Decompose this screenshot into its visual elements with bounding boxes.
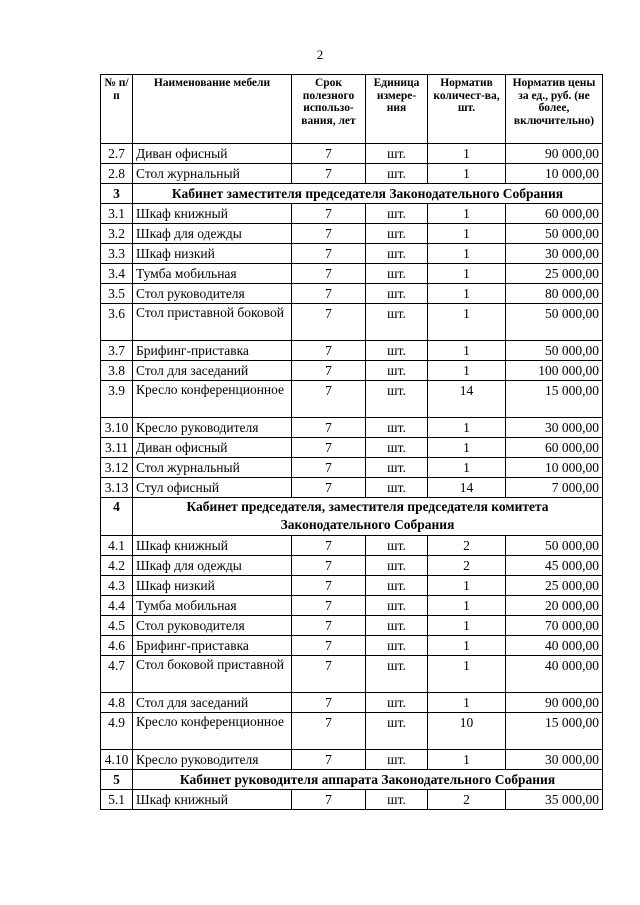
section-row [101,498,603,536]
table-row [101,204,603,224]
unit: шт. [366,341,428,361]
price-norm: 90 000,00 [506,693,603,713]
table-row [101,636,603,656]
header-unit: Единица измере-ния [366,75,428,144]
table-row [101,556,603,576]
unit: шт. [366,144,428,164]
furniture-name: Шкаф низкий [133,244,292,264]
quantity-norm: 14 [428,478,506,498]
quantity-norm: 1 [428,284,506,304]
table-row [101,750,603,770]
furniture-norms-table [100,74,603,810]
useful-life: 7 [292,224,366,244]
price-norm: 70 000,00 [506,616,603,636]
table-row [101,244,603,264]
useful-life: 7 [292,264,366,284]
price-norm: 7 000,00 [506,478,603,498]
row-number: 4.3 [101,576,133,596]
price-norm: 40 000,00 [506,656,603,693]
table-body [101,144,603,810]
useful-life: 7 [292,438,366,458]
unit: шт. [366,576,428,596]
furniture-name: Стол журнальный [133,458,292,478]
table-row [101,656,603,693]
header-price: Норматив цены за ед., руб. (не более, включительно) [506,75,603,144]
table-row [101,438,603,458]
price-norm: 90 000,00 [506,144,603,164]
quantity-norm: 1 [428,750,506,770]
page-number: 2 [316,47,324,62]
unit: шт. [366,284,428,304]
furniture-name: Кресло руководителя [133,750,292,770]
furniture-name: Стол боковой приставной [133,656,292,693]
furniture-name: Шкаф низкий [133,576,292,596]
row-number: 5.1 [101,790,133,810]
section-number: 3 [101,184,133,204]
furniture-name: Кресло конференционное [133,713,292,750]
unit: шт. [366,458,428,478]
unit: шт. [366,164,428,184]
price-norm: 60 000,00 [506,204,603,224]
price-norm: 10 000,00 [506,164,603,184]
quantity-norm: 1 [428,244,506,264]
price-norm: 35 000,00 [506,790,603,810]
row-number: 4.9 [101,713,133,750]
useful-life: 7 [292,478,366,498]
quantity-norm: 1 [428,204,506,224]
row-number: 3.4 [101,264,133,284]
unit: шт. [366,361,428,381]
quantity-norm: 1 [428,636,506,656]
price-norm: 15 000,00 [506,381,603,418]
furniture-name: Стол для заседаний [133,361,292,381]
header-name: Наименование мебели [133,75,292,144]
quantity-norm: 2 [428,790,506,810]
table-row [101,616,603,636]
table-row [101,693,603,713]
useful-life: 7 [292,750,366,770]
row-number: 4.7 [101,656,133,693]
row-number: 4.6 [101,636,133,656]
furniture-name: Шкаф книжный [133,204,292,224]
price-norm: 25 000,00 [506,576,603,596]
furniture-name: Стул офисный [133,478,292,498]
furniture-name: Диван офисный [133,144,292,164]
row-number: 3.11 [101,438,133,458]
table-row [101,458,603,478]
row-number: 4.1 [101,536,133,556]
row-number: 3.8 [101,361,133,381]
price-norm: 30 000,00 [506,750,603,770]
table-row [101,478,603,498]
useful-life: 7 [292,418,366,438]
table-row [101,264,603,284]
useful-life: 7 [292,636,366,656]
unit: шт. [366,750,428,770]
price-norm: 25 000,00 [506,264,603,284]
price-norm: 80 000,00 [506,284,603,304]
useful-life: 7 [292,693,366,713]
unit: шт. [366,636,428,656]
quantity-norm: 1 [428,418,506,438]
row-number: 4.2 [101,556,133,576]
quantity-norm: 10 [428,713,506,750]
table-row [101,164,603,184]
table-row [101,341,603,361]
row-number: 3.3 [101,244,133,264]
useful-life: 7 [292,341,366,361]
price-norm: 60 000,00 [506,438,603,458]
useful-life: 7 [292,656,366,693]
useful-life: 7 [292,713,366,750]
useful-life: 7 [292,556,366,576]
quantity-norm: 1 [428,656,506,693]
row-number: 4.5 [101,616,133,636]
price-norm: 50 000,00 [506,304,603,341]
furniture-name: Кресло конференционное [133,381,292,418]
useful-life: 7 [292,244,366,264]
table-row [101,713,603,750]
header-num: № п/п [101,75,133,144]
price-norm: 30 000,00 [506,244,603,264]
quantity-norm: 1 [428,144,506,164]
unit: шт. [366,713,428,750]
quantity-norm: 1 [428,264,506,284]
useful-life: 7 [292,458,366,478]
price-norm: 10 000,00 [506,458,603,478]
furniture-name: Стол руководителя [133,284,292,304]
useful-life: 7 [292,361,366,381]
unit: шт. [366,616,428,636]
table-row [101,304,603,341]
table-row [101,536,603,556]
unit: шт. [366,596,428,616]
row-number: 3.6 [101,304,133,341]
quantity-norm: 2 [428,556,506,576]
section-title: Кабинет заместителя председателя Законодательного Собрания [133,184,603,204]
price-norm: 20 000,00 [506,596,603,616]
furniture-name: Брифинг-приставка [133,636,292,656]
furniture-name: Тумба мобильная [133,596,292,616]
price-norm: 50 000,00 [506,224,603,244]
section-number: 5 [101,770,133,790]
row-number: 4.4 [101,596,133,616]
table-row [101,790,603,810]
unit: шт. [366,536,428,556]
useful-life: 7 [292,204,366,224]
useful-life: 7 [292,576,366,596]
unit: шт. [366,381,428,418]
section-number: 4 [101,498,133,536]
unit: шт. [366,418,428,438]
quantity-norm: 1 [428,164,506,184]
unit: шт. [366,204,428,224]
useful-life: 7 [292,596,366,616]
table-row [101,144,603,164]
useful-life: 7 [292,144,366,164]
useful-life: 7 [292,616,366,636]
section-row [101,770,603,790]
table-row [101,224,603,244]
quantity-norm: 1 [428,458,506,478]
quantity-norm: 1 [428,361,506,381]
price-norm: 40 000,00 [506,636,603,656]
table-header-row [101,75,603,144]
furniture-name: Стол журнальный [133,164,292,184]
row-number: 3.9 [101,381,133,418]
row-number: 4.10 [101,750,133,770]
useful-life: 7 [292,790,366,810]
quantity-norm: 2 [428,536,506,556]
furniture-name: Шкаф книжный [133,790,292,810]
useful-life: 7 [292,381,366,418]
quantity-norm: 14 [428,381,506,418]
furniture-name: Шкаф книжный [133,536,292,556]
furniture-name: Стол руководителя [133,616,292,636]
useful-life: 7 [292,304,366,341]
row-number: 2.7 [101,144,133,164]
quantity-norm: 1 [428,596,506,616]
price-norm: 50 000,00 [506,536,603,556]
unit: шт. [366,244,428,264]
useful-life: 7 [292,284,366,304]
row-number: 2.8 [101,164,133,184]
table-row [101,361,603,381]
section-title: Кабинет председателя, заместителя председателя комитета Законодательного Собрания [133,498,603,536]
furniture-name: Тумба мобильная [133,264,292,284]
quantity-norm: 1 [428,693,506,713]
row-number: 4.8 [101,693,133,713]
row-number: 3.13 [101,478,133,498]
unit: шт. [366,656,428,693]
price-norm: 100 000,00 [506,361,603,381]
furniture-name: Диван офисный [133,438,292,458]
row-number: 3.5 [101,284,133,304]
quantity-norm: 1 [428,438,506,458]
furniture-name: Стол для заседаний [133,693,292,713]
table-row [101,381,603,418]
furniture-name: Стол приставной боковой [133,304,292,341]
unit: шт. [366,693,428,713]
unit: шт. [366,478,428,498]
quantity-norm: 1 [428,576,506,596]
price-norm: 30 000,00 [506,418,603,438]
row-number: 3.2 [101,224,133,244]
row-number: 3.1 [101,204,133,224]
table-row [101,284,603,304]
useful-life: 7 [292,536,366,556]
useful-life: 7 [292,164,366,184]
price-norm: 45 000,00 [506,556,603,576]
unit: шт. [366,224,428,244]
quantity-norm: 1 [428,616,506,636]
section-row [101,184,603,204]
section-title: Кабинет руководителя аппарата Законодательного Собрания [133,770,603,790]
row-number: 3.10 [101,418,133,438]
unit: шт. [366,438,428,458]
header-qty: Норматив количест-ва, шт. [428,75,506,144]
unit: шт. [366,790,428,810]
quantity-norm: 1 [428,341,506,361]
furniture-name: Шкаф для одежды [133,556,292,576]
unit: шт. [366,304,428,341]
quantity-norm: 1 [428,304,506,341]
furniture-name: Брифинг-приставка [133,341,292,361]
price-norm: 50 000,00 [506,341,603,361]
unit: шт. [366,264,428,284]
row-number: 3.7 [101,341,133,361]
quantity-norm: 1 [428,224,506,244]
table-row [101,418,603,438]
table-row [101,576,603,596]
unit: шт. [366,556,428,576]
furniture-name: Шкаф для одежды [133,224,292,244]
table-row [101,596,603,616]
header-term: Срок полезного использо-вания, лет [292,75,366,144]
furniture-name: Кресло руководителя [133,418,292,438]
row-number: 3.12 [101,458,133,478]
price-norm: 15 000,00 [506,713,603,750]
